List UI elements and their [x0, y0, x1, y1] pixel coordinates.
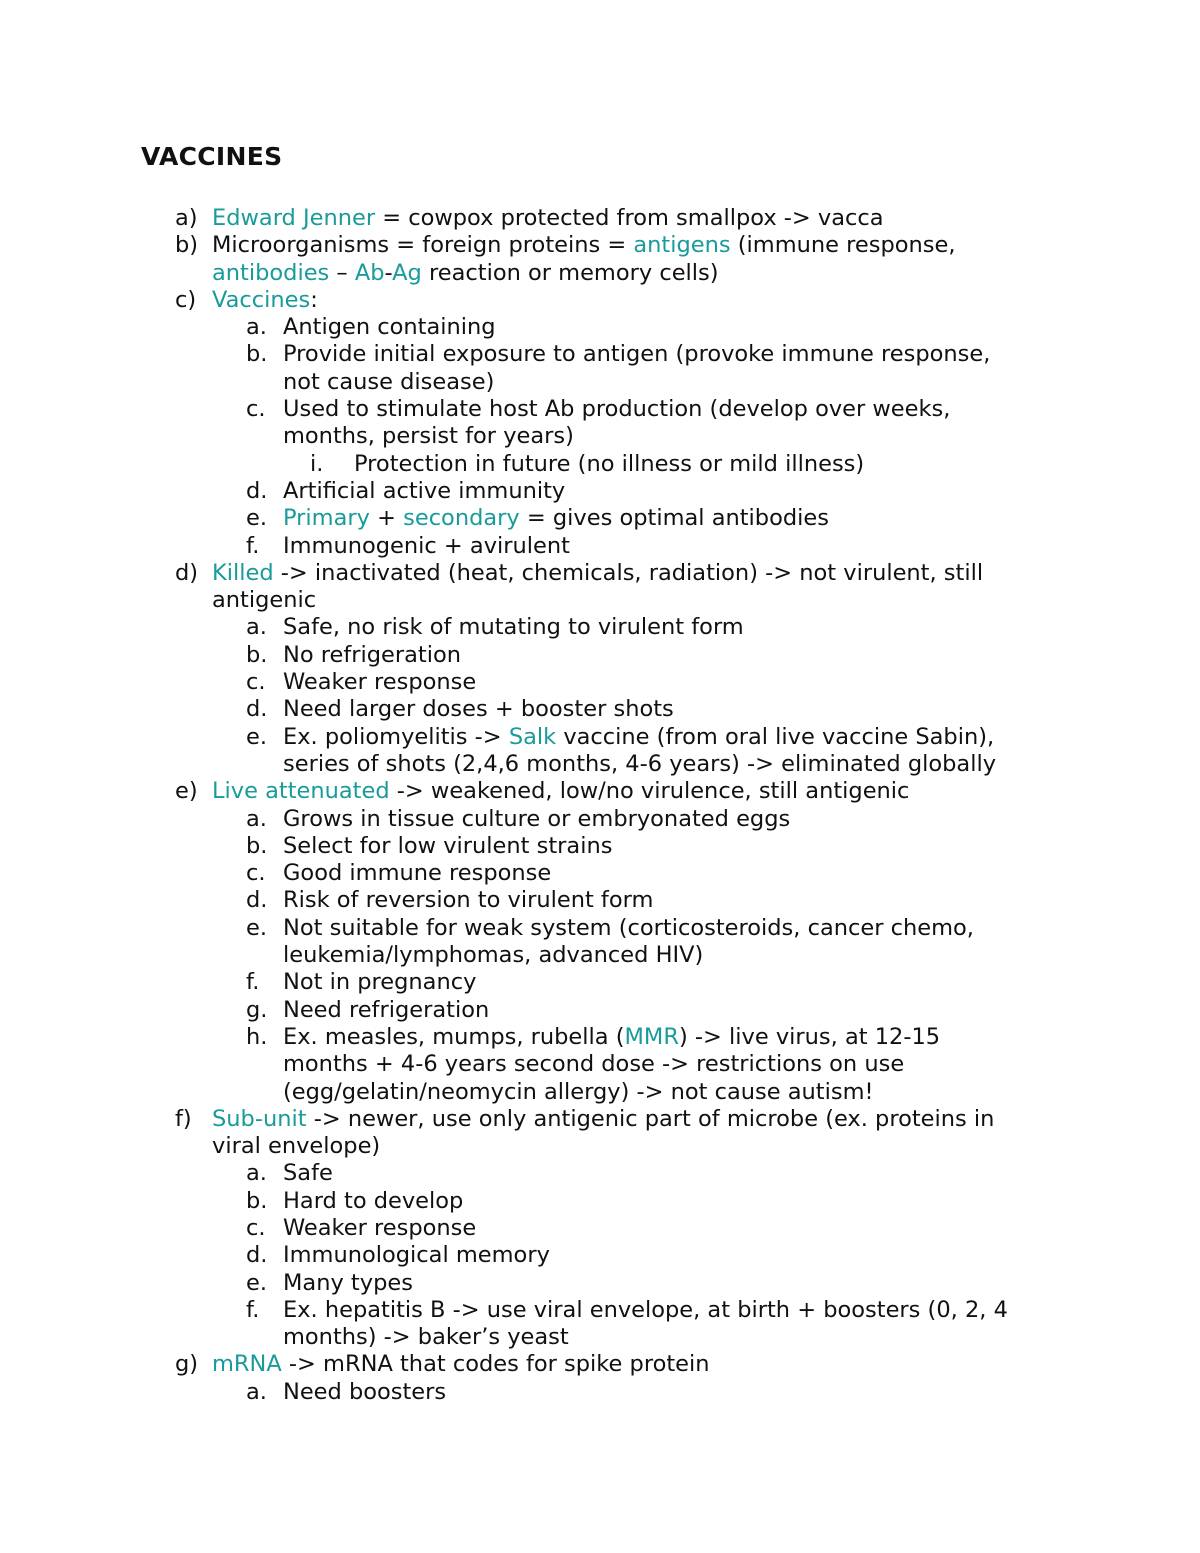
list-marker: h. [246, 1023, 268, 1050]
list-item-text: Not in pregnancy [283, 969, 477, 996]
list-item-text: Select for low virulent strains [283, 832, 613, 859]
list-item-text: ) -> live virus, at 12-15 [678, 1023, 941, 1050]
list-item [0, 1242, 1200, 1269]
list-item [0, 369, 1200, 396]
list-item [0, 1079, 1200, 1106]
list-item-text: Weaker response [283, 669, 477, 696]
list-item [0, 1188, 1200, 1215]
list-item [0, 642, 1200, 669]
list-item [0, 669, 1200, 696]
list-item-text: Ex. poliomyelitis -> [283, 723, 509, 750]
list-item-text: -> weakened, low/no virulence, still antigenic [389, 778, 910, 805]
list-marker: b. [246, 1187, 268, 1214]
list-item-text: antigenic [212, 587, 317, 614]
list-marker: c) [175, 286, 197, 313]
list-item-text: Hard to develop [283, 1187, 464, 1214]
list-item-text: Artificial active immunity [283, 477, 566, 504]
highlighted-term: Live attenuated [212, 778, 390, 805]
list-marker: c. [246, 396, 266, 423]
list-item [0, 696, 1200, 723]
list-item [0, 451, 1200, 478]
list-item-text: months, persist for years) [283, 423, 574, 450]
list-item [0, 1351, 1200, 1378]
list-item [0, 997, 1200, 1024]
list-item-text: Protection in future (no illness or mild illness) [354, 450, 865, 477]
list-marker: f. [246, 532, 260, 559]
list-item-text: = gives optimal antibodies [519, 505, 829, 532]
list-item [0, 1133, 1200, 1160]
list-item-text: = cowpox protected from smallpox -> vacca [375, 205, 884, 231]
list-item-text: Not suitable for weak system (corticosteroids, cancer chemo, [283, 914, 974, 941]
list-item [0, 751, 1200, 778]
list-item-text: Safe [283, 1160, 333, 1187]
list-item [0, 833, 1200, 860]
list-marker: b) [175, 232, 199, 259]
list-item [0, 942, 1200, 969]
list-item-text: Antigen containing [283, 314, 496, 341]
list-item [0, 505, 1200, 532]
list-item-text: -> mRNA that codes for spike protein [281, 1351, 710, 1378]
list-marker: a. [246, 314, 267, 341]
list-item [0, 396, 1200, 423]
list-marker: f. [246, 969, 260, 996]
highlighted-term: Ag [392, 259, 422, 286]
list-marker: e. [246, 505, 267, 532]
list-item [0, 887, 1200, 914]
highlighted-term: Salk [508, 723, 557, 750]
list-marker: f) [175, 1105, 192, 1132]
list-item [0, 1215, 1200, 1242]
list-item [0, 915, 1200, 942]
list-marker: d. [246, 1242, 268, 1269]
list-item [0, 778, 1200, 805]
list-item-text: Need refrigeration [283, 996, 490, 1023]
list-item [0, 1106, 1200, 1133]
list-marker: a. [246, 614, 267, 641]
list-marker: f. [246, 1296, 260, 1323]
list-item-text: Ex. hepatitis B -> use viral envelope, at birth + boosters (0, 2, 4 [283, 1296, 1008, 1323]
highlighted-term: Sub-unit [212, 1105, 307, 1132]
list-item [0, 1379, 1200, 1406]
list-item-text: Many types [283, 1269, 413, 1296]
list-item-text: Risk of reversion to virulent form [283, 887, 654, 914]
list-marker: e) [175, 778, 198, 805]
list-item-text: (immune response, [730, 232, 956, 259]
list-item [0, 806, 1200, 833]
list-marker: c. [246, 669, 266, 696]
list-item [0, 969, 1200, 996]
list-item [0, 1024, 1200, 1051]
list-item-text: : [310, 286, 318, 313]
list-item-text: Safe, no risk of mutating to virulent form [283, 614, 744, 641]
list-item-text: (egg/gelatin/neomycin allergy) -> not cause autism! [283, 1078, 874, 1105]
list-item-text: + [369, 505, 404, 532]
highlighted-term: Ab [354, 259, 385, 286]
list-item [0, 423, 1200, 450]
list-item [0, 1297, 1200, 1324]
highlighted-term: secondary [403, 505, 520, 532]
list-marker: g. [246, 996, 268, 1023]
list-item-text: Need larger doses + booster shots [283, 696, 674, 723]
list-item-text: No refrigeration [283, 641, 462, 668]
highlighted-term: Edward Jenner [212, 205, 376, 231]
list-item-text: months + 4-6 years second dose -> restrictions on use [283, 1051, 905, 1078]
outline-list [0, 205, 1200, 1406]
list-marker: a. [246, 805, 267, 832]
list-item-text: months) -> baker’s yeast [283, 1324, 569, 1351]
list-marker: c. [246, 1214, 266, 1241]
list-marker: c. [246, 860, 266, 887]
list-marker: a. [246, 1160, 267, 1187]
highlighted-term: mRNA [212, 1351, 282, 1378]
list-item-text: -> inactivated (heat, chemicals, radiation) -> not virulent, still [273, 559, 984, 586]
list-item [0, 478, 1200, 505]
list-item [0, 724, 1200, 751]
list-item-text: Grows in tissue culture or embryonated eggs [283, 805, 791, 832]
list-item [0, 1270, 1200, 1297]
list-item-text: -> newer, use only antigenic part of microbe (ex. proteins in [306, 1105, 995, 1132]
list-item-text: Good immune response [283, 860, 552, 887]
list-item [0, 860, 1200, 887]
list-item-text: series of shots (2,4,6 months, 4-6 years) -> eliminated globally [283, 750, 997, 777]
highlighted-term: Killed [212, 559, 274, 586]
list-marker: d. [246, 696, 268, 723]
list-item [0, 232, 1200, 259]
highlighted-term: MMR [624, 1023, 679, 1050]
list-marker: a) [175, 205, 198, 231]
list-item-text: viral envelope) [212, 1133, 381, 1160]
list-item [0, 205, 1200, 232]
highlighted-term: antigens [633, 232, 731, 259]
list-item [0, 314, 1200, 341]
list-item [0, 614, 1200, 641]
list-marker: g) [175, 1351, 199, 1378]
list-item-text: not cause disease) [283, 368, 495, 395]
list-item [0, 560, 1200, 587]
list-item-text: leukemia/lymphomas, advanced HIV) [283, 942, 704, 969]
list-marker: e. [246, 723, 267, 750]
list-item [0, 1324, 1200, 1351]
list-item-text: Used to stimulate host Ab production (develop over weeks, [283, 396, 951, 423]
list-marker: d. [246, 887, 268, 914]
list-marker: b. [246, 832, 268, 859]
highlighted-term: Primary [283, 505, 370, 532]
list-item-text: Provide initial exposure to antigen (provoke immune response, [283, 341, 991, 368]
highlighted-term: Vaccines [212, 286, 311, 313]
list-item [0, 1160, 1200, 1187]
list-marker: e. [246, 1269, 267, 1296]
list-item-text: Need boosters [283, 1378, 447, 1405]
list-marker: b. [246, 341, 268, 368]
list-item-text: Weaker response [283, 1214, 477, 1241]
list-item [0, 341, 1200, 368]
list-item [0, 533, 1200, 560]
list-item-text: Microorganisms = foreign proteins = [212, 232, 634, 259]
list-item [0, 1051, 1200, 1078]
list-marker: d. [246, 477, 268, 504]
list-marker: d) [175, 559, 199, 586]
list-item [0, 260, 1200, 287]
list-marker: a. [246, 1378, 267, 1405]
list-item-text: reaction or memory cells) [421, 259, 719, 286]
list-item-text: Ex. measles, mumps, rubella ( [283, 1023, 625, 1050]
list-item-text: – [329, 259, 355, 286]
page-title: VACCINES [141, 142, 283, 171]
highlighted-term: antibodies [212, 259, 330, 286]
list-item-text: Immunological memory [283, 1242, 550, 1269]
list-item [0, 287, 1200, 314]
list-marker: b. [246, 641, 268, 668]
list-item [0, 587, 1200, 614]
list-item-text: Immunogenic + avirulent [283, 532, 570, 559]
list-item-text: - [384, 259, 393, 286]
list-marker: i. [310, 450, 324, 477]
list-item-text: vaccine (from oral live vaccine Sabin), [556, 723, 995, 750]
list-marker: e. [246, 914, 267, 941]
